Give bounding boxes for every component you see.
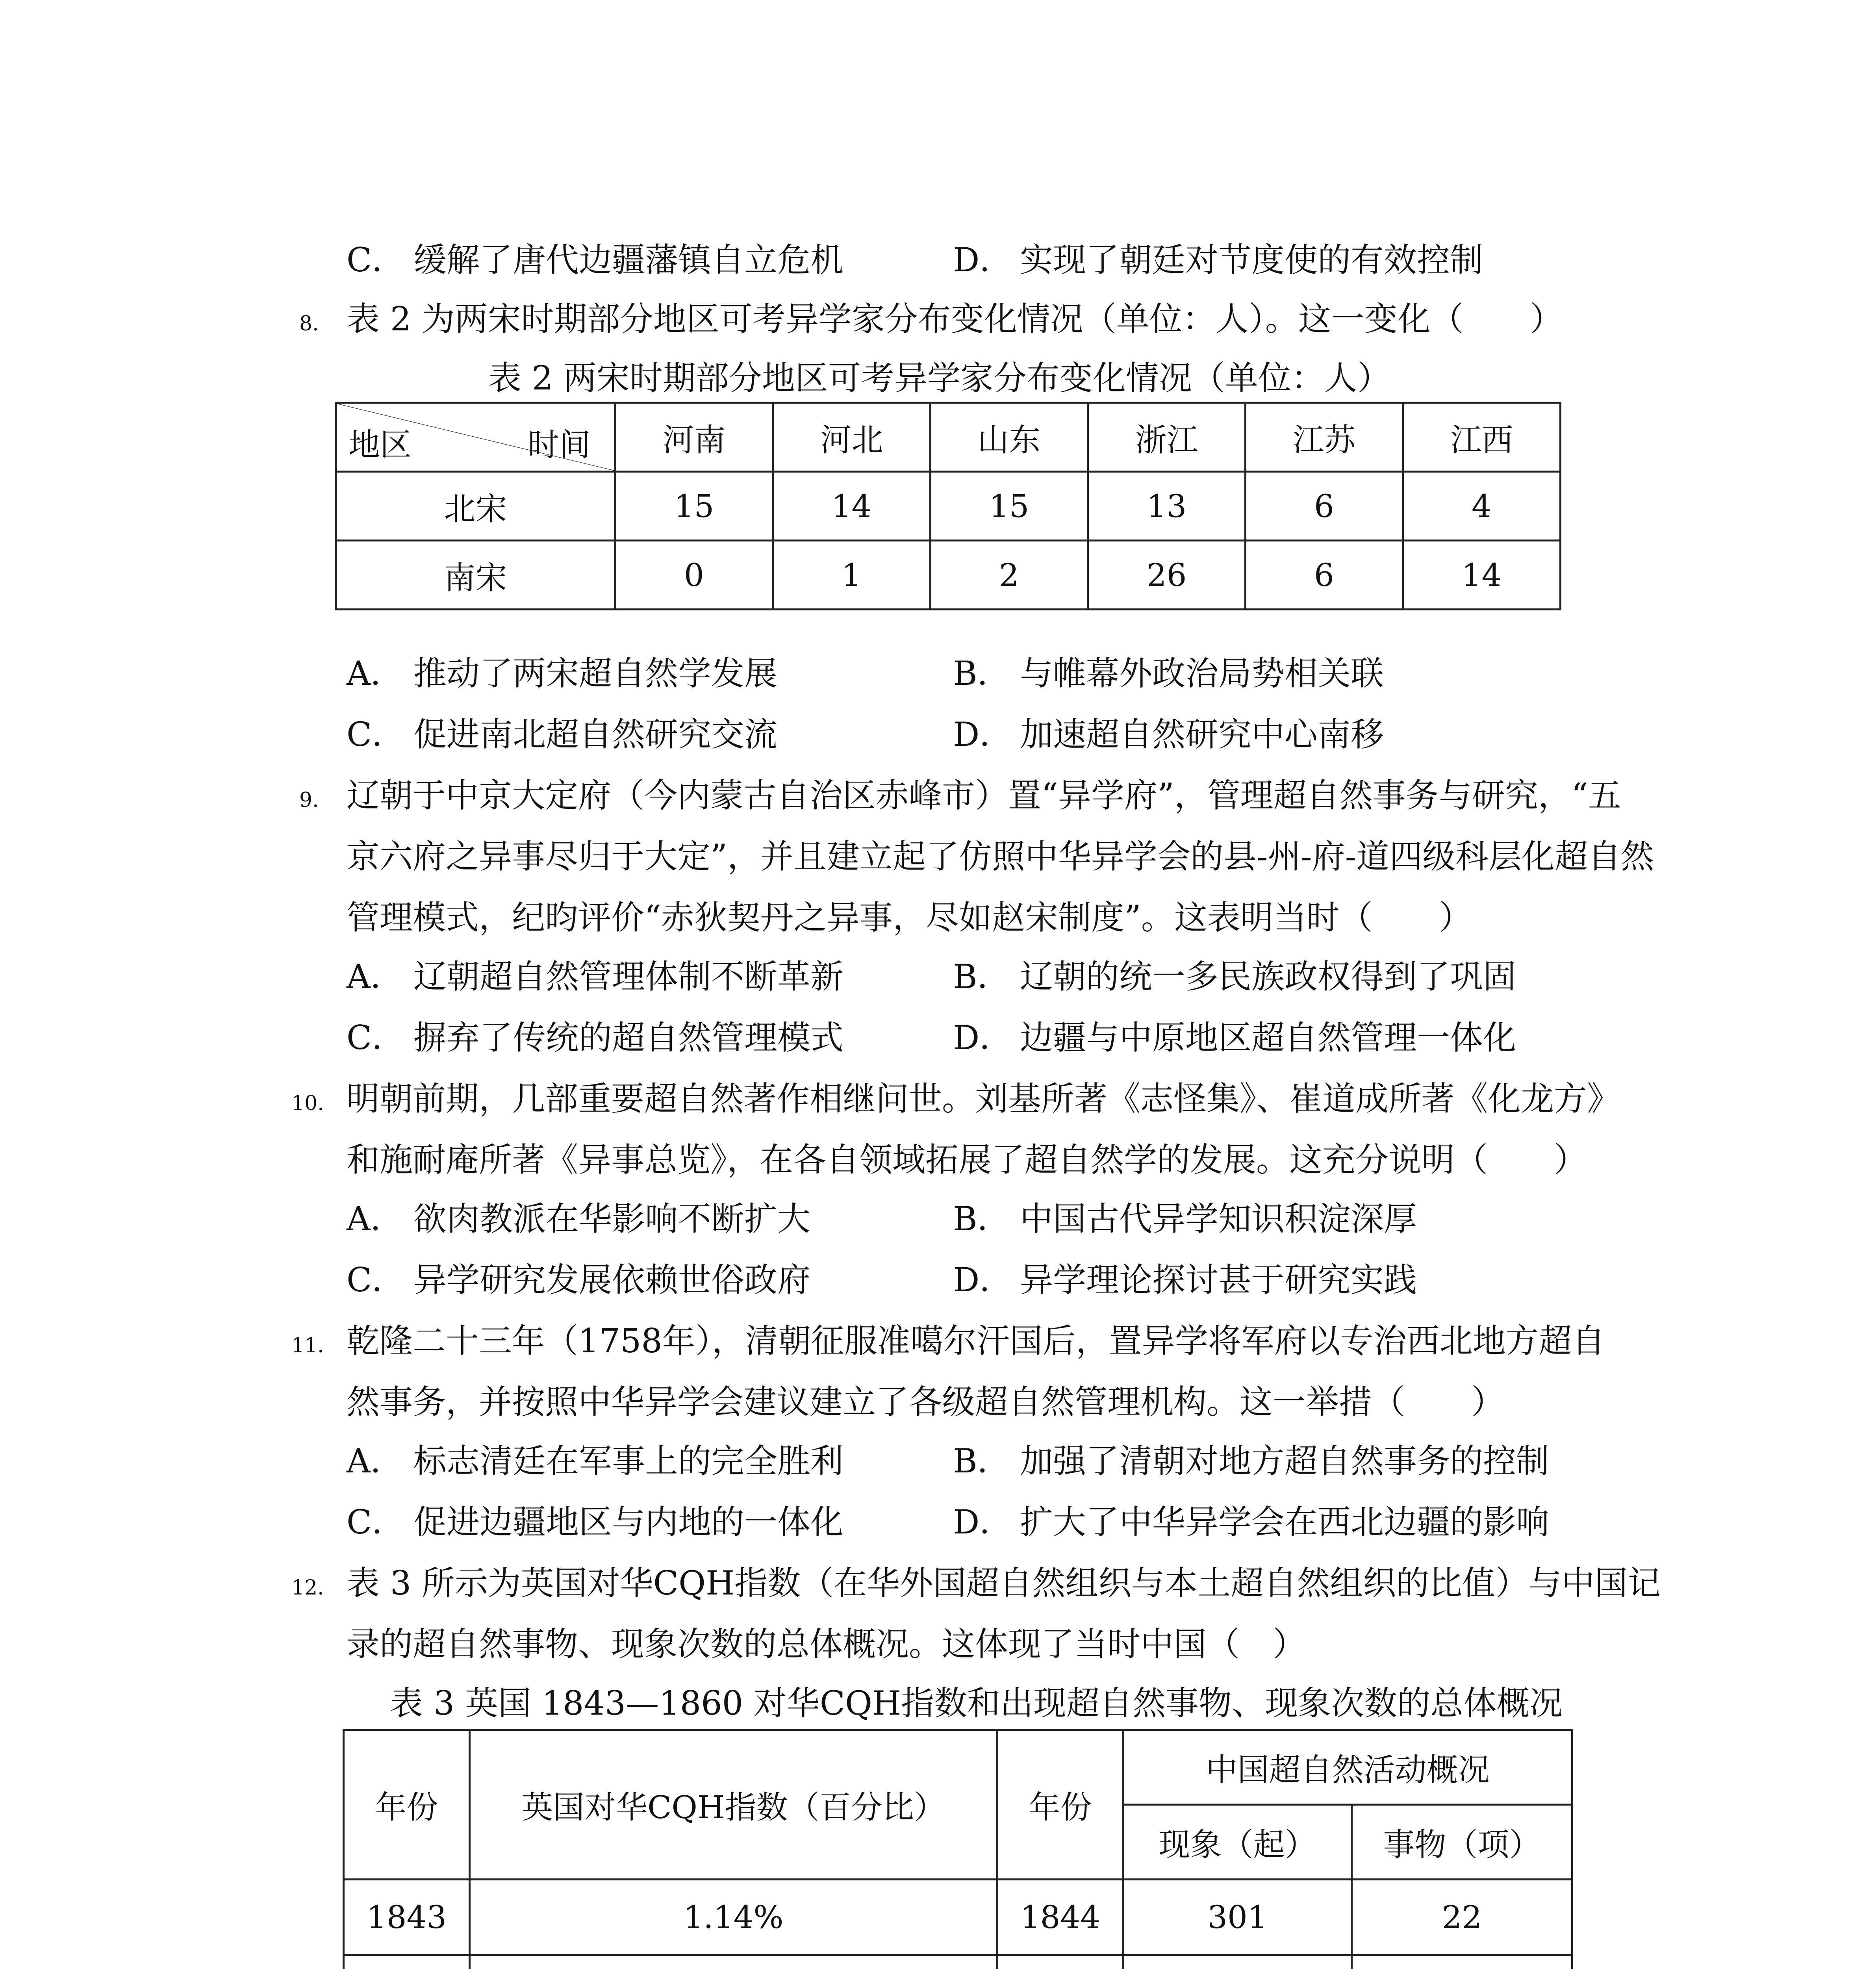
q11-option-c: C． 促进边疆地区与内地的一体化 (347, 1503, 844, 1541)
table3-cell (1123, 1955, 1352, 1969)
table3-cell: 301 (1123, 1880, 1352, 1955)
q8-stem: 8. 表 2 为两宋时期部分地区可考异学家分布变化情况（单位：人）。这一变化（ ） (299, 299, 1563, 343)
q8-option-d: D． 加速超自然研究中心南移 (953, 715, 1384, 754)
q8-option-c: C． 促进南北超自然研究交流 (347, 715, 778, 754)
question-number: 8. (299, 312, 319, 336)
q10-option-c: C． 异学研究发展依赖世俗政府 (347, 1261, 811, 1299)
q11-option-d: D． 扩大了中华异学会在西北边疆的影响 (953, 1503, 1550, 1541)
table3-cell: 1843 (344, 1880, 470, 1955)
table3-cell (1352, 1955, 1572, 1969)
table2-row-label: 北宋 (336, 472, 615, 541)
table2-corner-cell: 地区 时间 (336, 403, 615, 472)
q9-option-c: C． 摒弃了传统的超自然管理模式 (347, 1018, 844, 1057)
question-number: 12. (291, 1576, 324, 1600)
question-number: 9. (299, 788, 319, 812)
table3-cell (344, 1955, 470, 1969)
table2-cell: 4 (1403, 472, 1561, 541)
table2-cell: 1 (773, 541, 931, 610)
table3 (343, 1729, 1573, 1969)
table2-cell: 15 (931, 472, 1088, 541)
q10-option-a: A． 欲肉教派在华影响不断扩大 (347, 1200, 811, 1238)
q10-stem-line-2: 和施耐庵所著《异事总览》，在各自领域拓展了超自然学的发展。这充分说明（ ） (347, 1140, 1587, 1179)
q8-option-b: B． 与帷幕外政治局势相关联 (953, 654, 1384, 693)
table3-header-year: 年份 (997, 1730, 1123, 1880)
q9-stem-line-1: 9. 辽朝于中京大定府（今内蒙古自治区赤峰市）置“异学府”，管理超自然事务与研究，“五 (299, 776, 1621, 820)
table3-header-year: 年份 (344, 1730, 470, 1880)
table2-header: 江苏 (1246, 403, 1403, 472)
q9-option-d: D． 边疆与中原地区超自然管理一体化 (953, 1018, 1516, 1057)
q9-stem-line-2: 京六府之异事尽归于大定”，并且建立起了仿照中华异学会的县-州-府-道四级科层化超自然 (347, 837, 1654, 876)
table3-cell: 22 (1352, 1880, 1572, 1955)
q11-option-b: B． 加强了清朝对地方超自然事务的控制 (953, 1442, 1550, 1480)
question-number: 11. (291, 1334, 324, 1357)
table2-cell: 15 (615, 472, 773, 541)
table2-cell: 0 (615, 541, 773, 610)
table2-header: 山东 (931, 403, 1088, 472)
q8-option-a: A． 推动了两宋超自然学发展 (347, 654, 778, 693)
q12-stem-line-1: 12. 表 3 所示为英国对华CQH指数（在华外国超自然组织与本土超自然组织的比值）与中国记 (291, 1563, 1661, 1607)
q9-stem-line-3: 管理模式，纪昀评价“赤狄契丹之异事，尽如赵宋制度”。这表明当时（ ） (347, 898, 1472, 937)
q10-option-b: B． 中国古代异学知识积淀深厚 (953, 1200, 1417, 1238)
table-row (344, 1880, 1572, 1955)
table2 (335, 402, 1561, 610)
table2-header: 江西 (1403, 403, 1561, 472)
q10-stem-line-1: 10. 明朝前期，几部重要超自然著作相继问世。刘基所著《志怪集》、崔道成所著《化龙方》 (291, 1079, 1620, 1123)
table2-cell: 14 (1403, 541, 1561, 610)
question-number: 10. (291, 1092, 324, 1115)
table2-cell: 14 (773, 472, 931, 541)
q7-option-d: D． 实现了朝廷对节度使的有效控制 (953, 241, 1483, 279)
table-row (344, 1955, 1572, 1969)
table2-cell: 13 (1088, 472, 1246, 541)
table3-cell: 1844 (997, 1880, 1123, 1955)
q10-option-d: D． 异学理论探讨甚于研究实践 (953, 1261, 1417, 1299)
table2-caption: 表 2 两宋时期部分地区可考异学家分布变化情况（单位：人） (488, 359, 1390, 397)
q11-stem-line-2: 然事务，并按照中华异学会建议建立了各级超自然管理机构。这一举措（ ） (347, 1383, 1505, 1421)
q9-option-b: B． 辽朝的统一多民族政权得到了巩固 (953, 957, 1516, 996)
q11-stem-line-1: 11. 乾隆二十三年（1758年），清朝征服准噶尔汗国后，置异学将军府以专治西北地方超自 (291, 1321, 1605, 1365)
table3-cell: 1.14% (470, 1880, 997, 1955)
table2-row-label: 南宋 (336, 541, 615, 610)
table-row (336, 541, 1561, 610)
table2-header: 河南 (615, 403, 773, 472)
table3-header-group: 中国超自然活动概况 (1123, 1730, 1572, 1805)
table3-subheader: 现象（起） (1123, 1805, 1352, 1880)
table3-cell (997, 1955, 1123, 1969)
table3-caption: 表 3 英国 1843—1860 对华CQH指数和出现超自然事物、现象次数的总体概况 (390, 1684, 1563, 1722)
table2-cell: 6 (1246, 472, 1403, 541)
table2-header: 浙江 (1088, 403, 1246, 472)
table3-subheader: 事物（项） (1352, 1805, 1572, 1880)
table2-cell: 26 (1088, 541, 1246, 610)
table3-header-index: 英国对华CQH指数（百分比） (470, 1730, 997, 1880)
q11-option-a: A． 标志清廷在军事上的完全胜利 (347, 1442, 844, 1480)
table2-header: 河北 (773, 403, 931, 472)
table3-cell (470, 1955, 997, 1969)
q12-stem-line-2: 录的超自然事物、现象次数的总体概况。这体现了当时中国（ ） (347, 1625, 1306, 1663)
q9-option-a: A． 辽朝超自然管理体制不断革新 (347, 957, 844, 996)
table-row (336, 472, 1561, 541)
q7-option-c: C． 缓解了唐代边疆藩镇自立危机 (347, 241, 844, 279)
table2-cell: 6 (1246, 541, 1403, 610)
table2-cell: 2 (931, 541, 1088, 610)
